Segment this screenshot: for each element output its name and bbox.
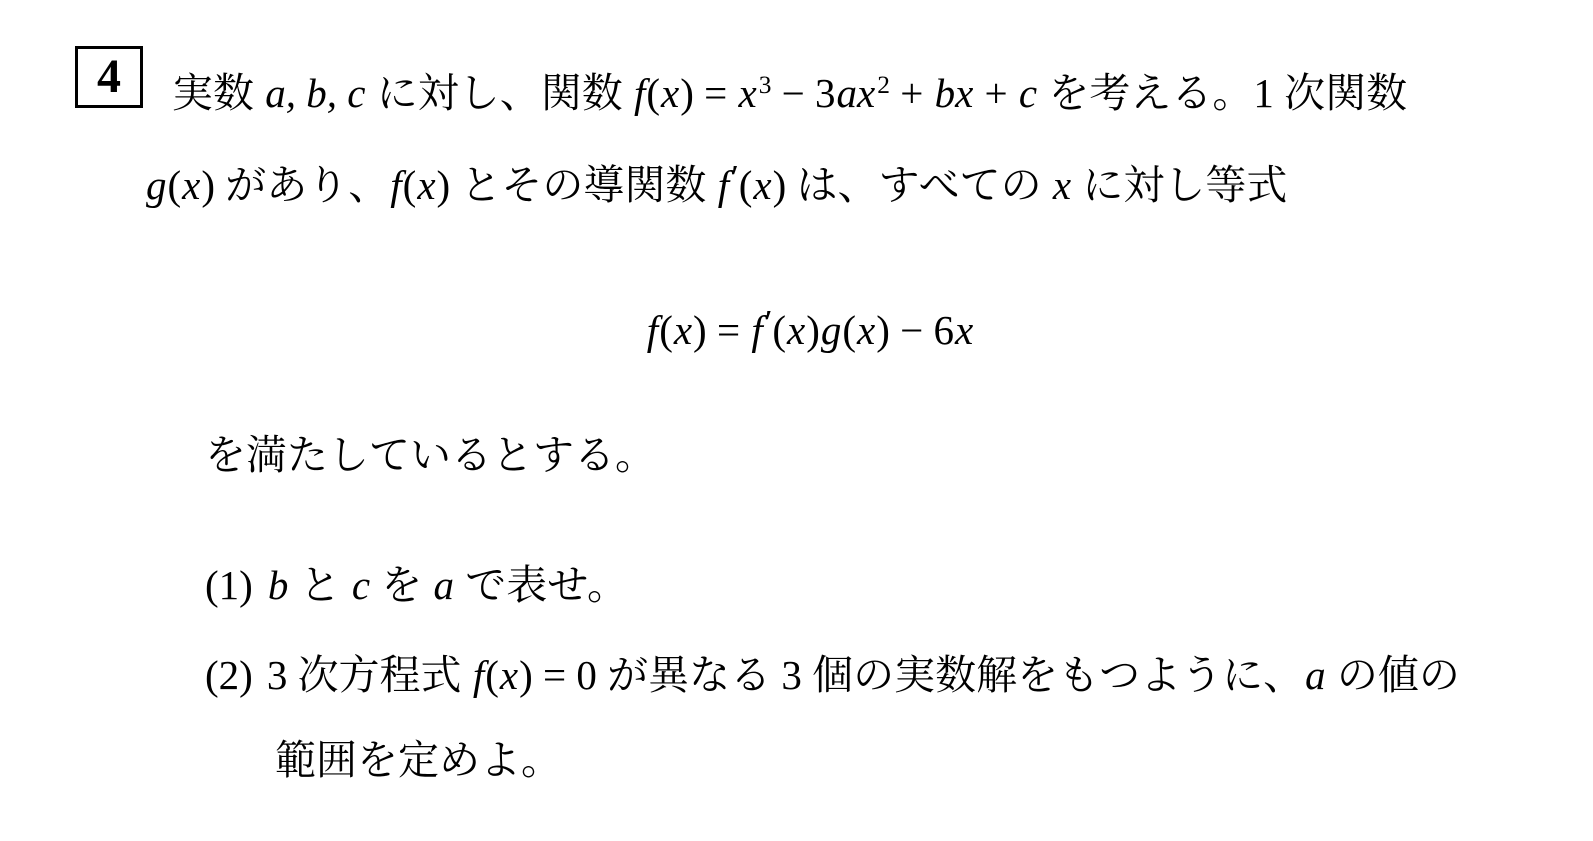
text-run: が異なる: [596, 652, 782, 698]
math-run: f: [472, 652, 485, 698]
math-run: +: [974, 70, 1018, 116]
text-run: があり、: [215, 162, 390, 208]
math-run: (: [646, 70, 661, 116]
text-run: で表せ。: [455, 562, 629, 608]
question-item-2-line-1: [205, 652, 1460, 699]
math-run: f: [717, 162, 730, 208]
math-run: x: [499, 652, 519, 698]
math-run: +: [889, 70, 934, 116]
text-run: 範囲を定めよ。: [275, 737, 562, 783]
math-run: g: [146, 162, 167, 208]
text-run: と: [289, 562, 351, 608]
text-run: 次関数: [1284, 70, 1408, 116]
math-run: ax: [836, 70, 876, 116]
math-run: ): [772, 162, 787, 208]
equation-content: [646, 303, 974, 353]
text-run: の値の: [1326, 652, 1460, 698]
math-run: c: [1018, 70, 1038, 116]
math-run: ′: [764, 303, 773, 343]
math-run: (: [167, 162, 182, 208]
math-run: x: [955, 307, 974, 353]
math-run: a: [433, 562, 455, 608]
math-run: 2: [877, 71, 890, 100]
math-run: ) =: [693, 307, 751, 353]
statement-line-3: [205, 432, 656, 479]
math-run: f: [390, 162, 402, 208]
math-run: a: [1305, 652, 1326, 698]
math-run: g: [820, 307, 842, 353]
text-run: に対し等式: [1072, 162, 1288, 208]
text-run: とその導関数: [450, 162, 717, 208]
question-item-2-line-2: [275, 737, 562, 784]
text-run: を満たしているとする。: [205, 432, 656, 478]
math-run: ): [201, 162, 216, 208]
math-run: x: [787, 307, 806, 353]
math-run: f: [751, 307, 763, 353]
math-run: ) − 6: [876, 307, 955, 353]
math-run: ) = 0: [519, 652, 597, 698]
math-run: f: [646, 307, 659, 353]
math-run: x: [661, 70, 680, 116]
text-run: 次方程式: [297, 652, 472, 698]
math-run: ): [436, 162, 451, 208]
text-run: 実数: [172, 70, 265, 116]
statement-line-1: [172, 70, 1407, 117]
item-1-label: (1): [205, 562, 253, 608]
math-run: ′: [731, 158, 739, 198]
display-equation: [0, 303, 1593, 354]
math-run: x: [417, 162, 436, 208]
text-run: に対し、関数: [366, 70, 633, 116]
text-run: を考える。: [1038, 70, 1254, 116]
math-run: bx: [934, 70, 974, 116]
math-run: x: [857, 307, 876, 353]
text-run: は、すべての: [786, 162, 1052, 208]
math-run: x: [753, 162, 772, 208]
item-1-content: [267, 562, 628, 608]
math-run: 3: [758, 71, 772, 100]
math-run: − 3: [771, 70, 836, 116]
math-run: 3: [781, 652, 802, 698]
text-run: 個の実数解をもつように、: [801, 652, 1305, 698]
math-run: (: [772, 307, 787, 353]
math-run: ): [806, 307, 820, 353]
math-run: (: [659, 307, 673, 353]
math-run: (: [485, 652, 499, 698]
math-run: 3: [266, 652, 298, 698]
item-2-label: (2): [205, 652, 253, 698]
problem-number: 4: [97, 50, 121, 103]
math-run: x: [182, 162, 201, 208]
math-run: 1: [1253, 70, 1285, 116]
problem-number-box: [75, 46, 143, 108]
math-run: x: [738, 70, 757, 116]
question-item-1: [205, 562, 628, 609]
text-run: を: [371, 562, 433, 608]
math-run: f: [633, 70, 646, 116]
math-run: (: [842, 307, 857, 353]
math-run: c: [351, 562, 371, 608]
math-run: a, b, c: [265, 70, 366, 116]
item-2-content-line-1: [267, 652, 1460, 698]
math-run: (: [738, 162, 753, 208]
statement-line-2: [145, 158, 1288, 209]
math-run: x: [673, 307, 693, 353]
math-run: x: [1052, 162, 1072, 208]
math-run: (: [402, 162, 417, 208]
math-run: b: [267, 562, 289, 608]
math-run: ) =: [680, 70, 738, 116]
